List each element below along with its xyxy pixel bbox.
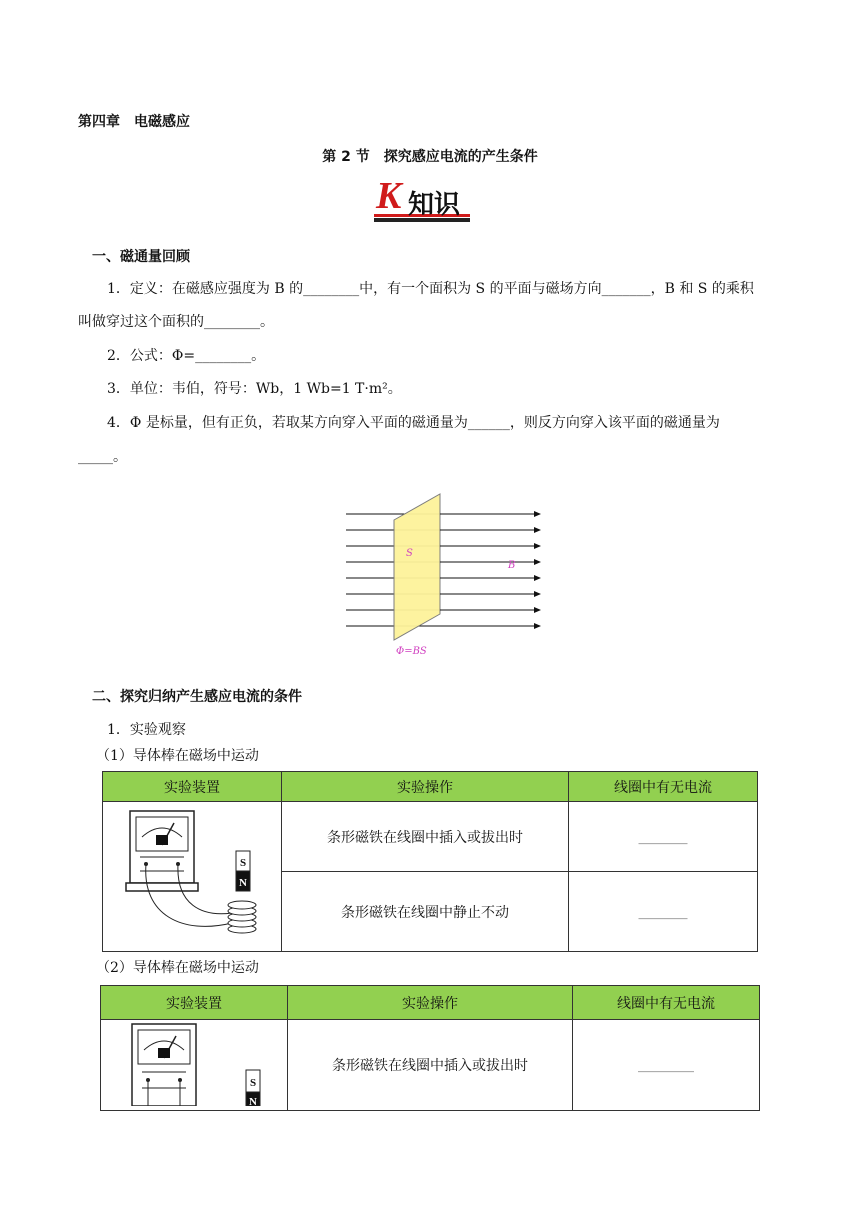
unit-line: 3．单位：韦伯，符号：Wb，1 Wb=1 T·m²。 <box>107 381 402 397</box>
chapter-title: 第四章 电磁感应 <box>78 114 190 130</box>
header-current: 线圈中有无电流 <box>569 772 758 802</box>
field-label-b: B <box>508 560 516 571</box>
banner-letter: K <box>376 175 402 217</box>
result-cell: _______ <box>569 802 758 872</box>
magnet-s-label: S <box>249 1077 257 1089</box>
experiment-observation: 1．实验观察 <box>107 722 186 738</box>
operation-cell: 条形磁铁在线圈中静止不动 <box>282 872 569 952</box>
flux-diagram <box>340 492 550 662</box>
part2-heading: 二、探究归纳产生感应电流的条件 <box>92 689 302 705</box>
scalar-line-2: _____。 <box>78 449 127 465</box>
experiment-table-1 <box>102 771 758 952</box>
magnet-n-label: N <box>239 876 247 889</box>
apparatus-image-cell <box>101 1020 288 1111</box>
header-apparatus: 实验装置 <box>103 772 282 802</box>
operation-cell: 条形磁铁在线圈中插入或拔出时 <box>282 802 569 872</box>
experiment-2-title: （2）导体棒在磁场中运动 <box>96 960 259 976</box>
banner-text: 知识 <box>408 190 461 220</box>
header-operation: 实验操作 <box>282 772 569 802</box>
plane-label-s: S <box>406 548 413 559</box>
galvanometer-icon <box>114 1020 274 1106</box>
header-operation: 实验操作 <box>288 986 573 1020</box>
experiment-table-2 <box>100 985 760 1111</box>
figure-caption: Φ=BS <box>396 646 427 657</box>
apparatus-image-cell <box>103 802 282 952</box>
operation-cell: 条形磁铁在线圈中插入或拔出时 <box>288 1020 573 1111</box>
scalar-line-1: 4．Φ 是标量，但有正负，若取某方向穿入平面的磁通量为______，则反方向穿入该平面的磁通量为 <box>107 415 720 431</box>
galvanometer-coil-icon <box>112 805 272 945</box>
header-apparatus: 实验装置 <box>101 986 288 1020</box>
part1-heading: 一、磁通量回顾 <box>92 249 190 265</box>
experiment-1-title: （1）导体棒在磁场中运动 <box>96 748 259 764</box>
magnet-n-label: N <box>249 1096 257 1106</box>
result-cell: ________ <box>573 1020 760 1111</box>
magnet-s-label: S <box>239 856 247 869</box>
knowledge-banner <box>372 176 472 226</box>
result-cell: _______ <box>569 872 758 952</box>
definition-line-1: 1．定义：在磁感应强度为 B 的________中，有一个面积为 S 的平面与磁场方向_______，B 和 S 的乘积 <box>107 281 754 297</box>
header-current: 线圈中有无电流 <box>573 986 760 1020</box>
section-title: 第 2 节 探究感应电流的产生条件 <box>322 149 538 165</box>
definition-line-2: 叫做穿过这个面积的________。 <box>78 314 274 330</box>
formula-line: 2．公式：Φ=________。 <box>107 348 266 364</box>
